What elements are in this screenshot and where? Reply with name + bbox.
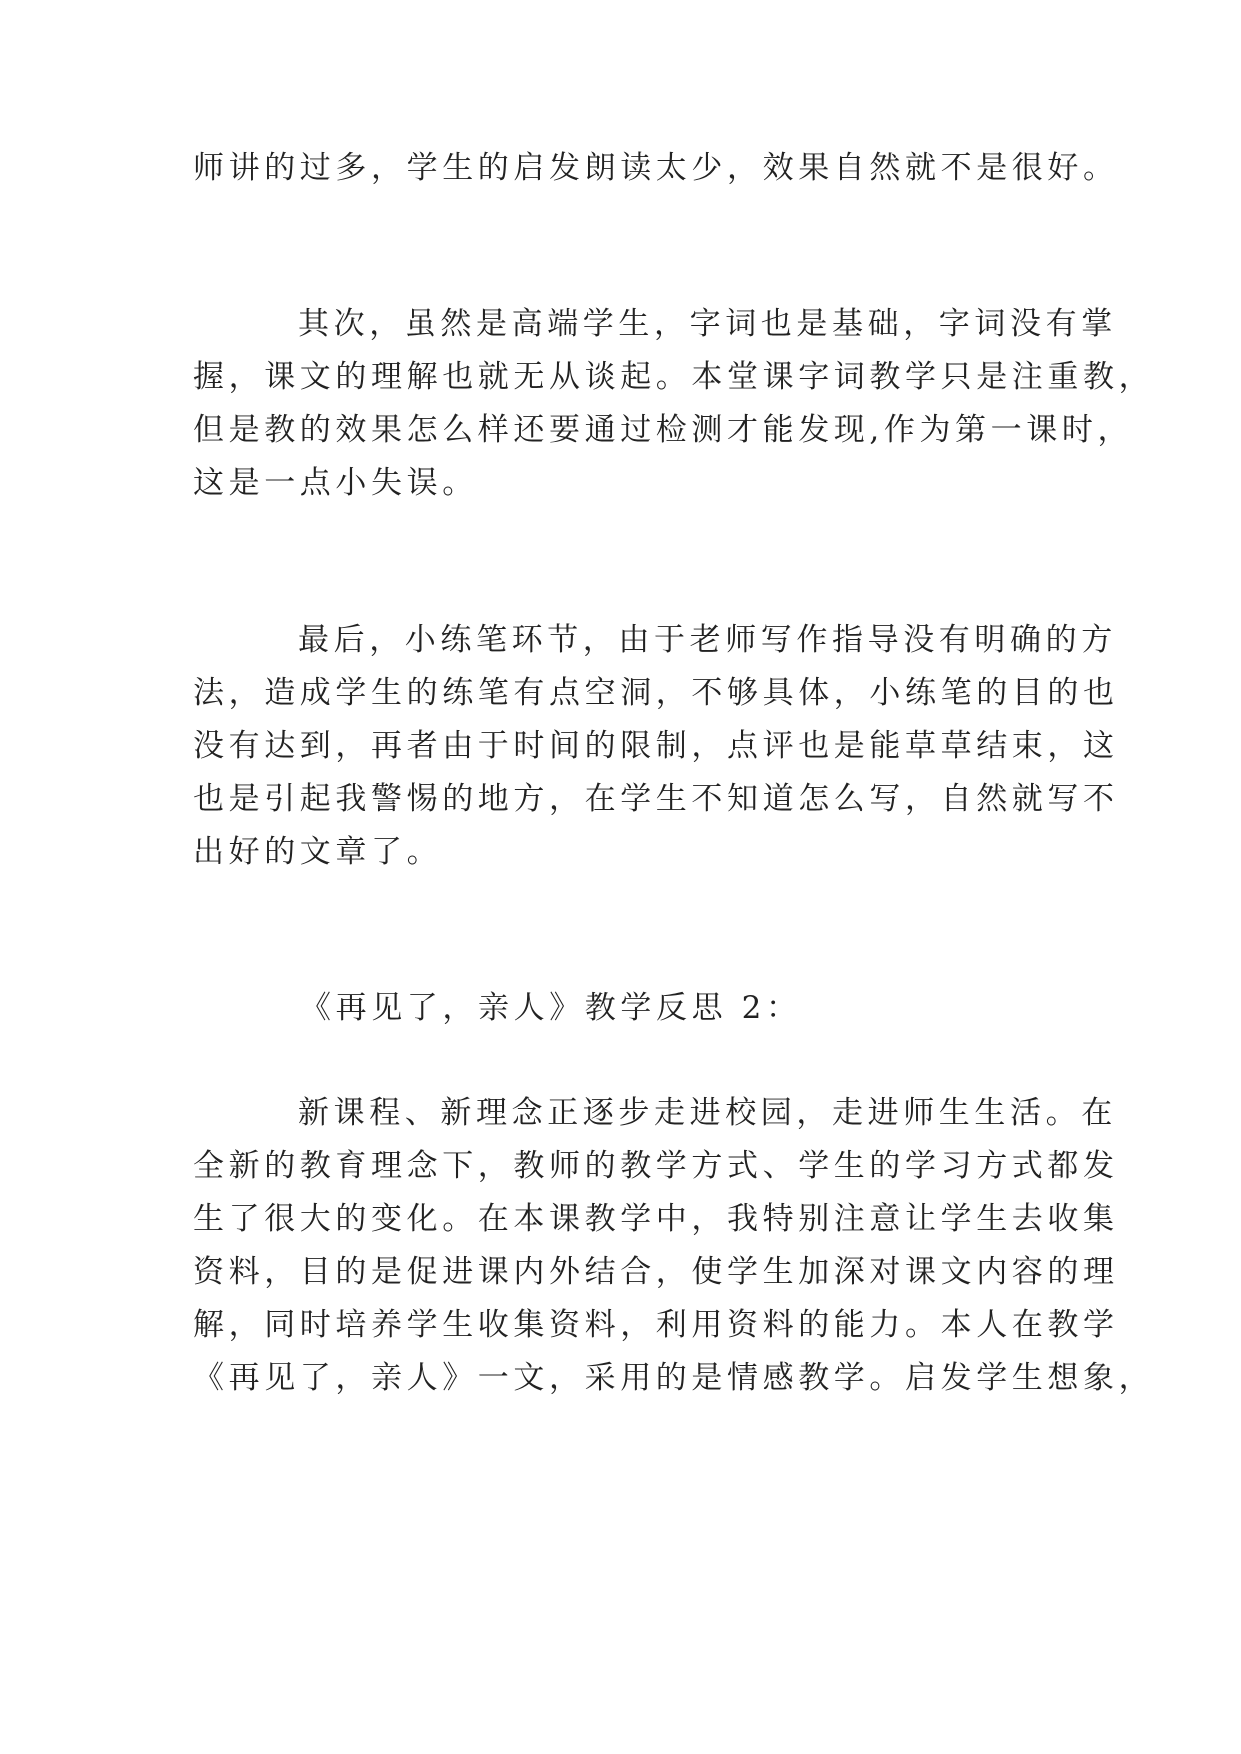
section-heading: 《再见了，亲人》教学反思 2： [300,990,802,1026]
paragraph-line: 但是教的效果怎么样还要通过检测才能发现,作为第一课时， [193,412,1134,448]
paragraph-line: 《再见了，亲人》一文，采用的是情感教学。启发学生想象， [193,1360,1155,1396]
paragraph-line: 最后，小练笔环节，由于老师写作指导没有明确的方 [298,622,1117,658]
paragraph-line: 解，同时培养学生收集资料，利用资料的能力。本人在教学 [193,1307,1119,1343]
paragraph-line: 出好的文章了。 [193,834,443,870]
paragraph-line: 这是一点小失误。 [193,465,478,501]
paragraph-line: 全新的教育理念下，教师的教学方式、学生的学习方式都发 [193,1148,1119,1184]
paragraph-line: 新课程、新理念正逐步走进校园，走进师生生活。在 [298,1095,1117,1131]
paragraph-line: 资料，目的是促进课内外结合，使学生加深对课文内容的理 [193,1254,1119,1290]
paragraph-line: 握，课文的理解也就无从谈起。本堂课字词教学只是注重教， [193,359,1155,395]
paragraph-line: 生了很大的变化。在本课教学中，我特别注意让学生去收集 [193,1201,1119,1237]
paragraph-line: 师讲的过多，学生的启发朗读太少，效果自然就不是很好。 [193,150,1119,186]
paragraph-line: 法，造成学生的练笔有点空洞，不够具体，小练笔的目的也 [193,675,1119,711]
paragraph-line: 其次，虽然是高端学生，字词也是基础，字词没有掌 [298,306,1117,342]
paragraph-line: 没有达到，再者由于时间的限制，点评也是能草草结束，这 [193,728,1119,764]
paragraph-line: 也是引起我警惕的地方，在学生不知道怎么写，自然就写不 [193,781,1119,817]
